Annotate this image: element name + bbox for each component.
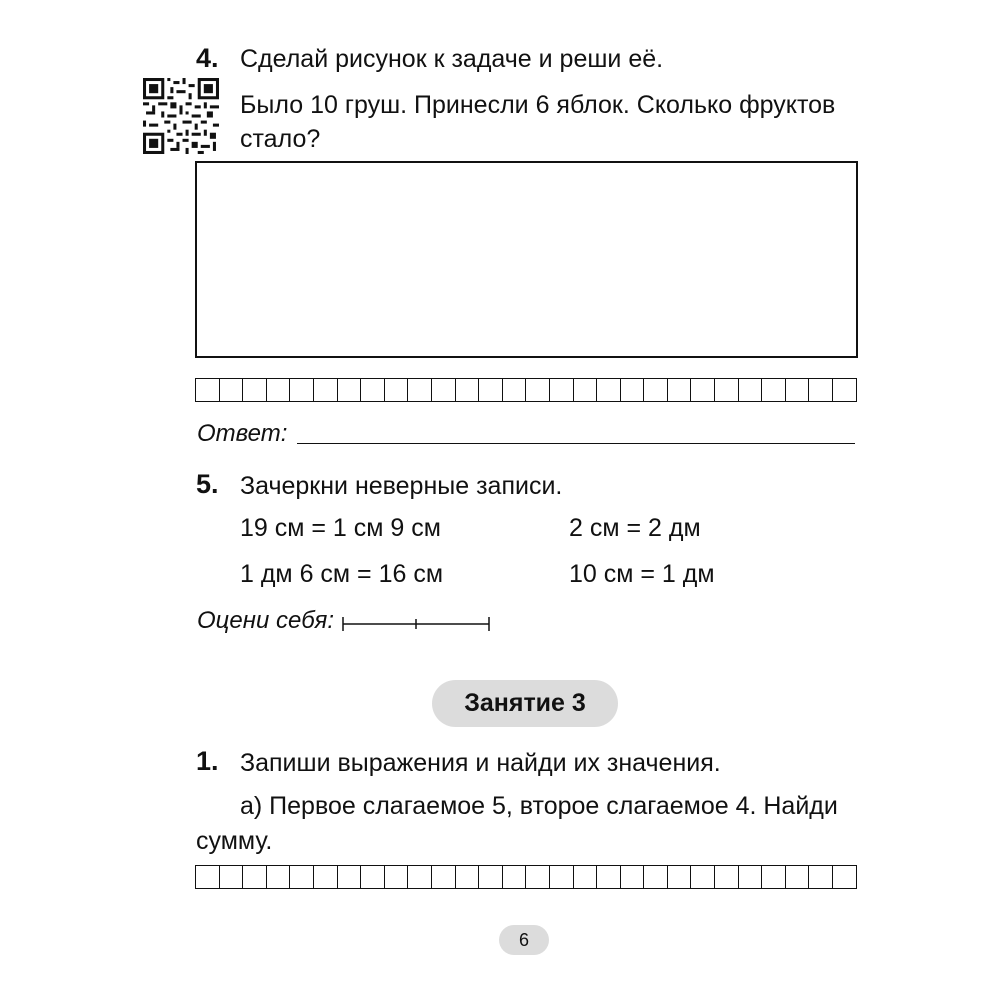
page-number: 6 bbox=[499, 925, 549, 955]
record-1[interactable]: 19 см = 1 см 9 см bbox=[240, 514, 441, 542]
lesson-task-1-part-a-line2: сумму. bbox=[196, 827, 273, 855]
task-4-problem-line2: стало? bbox=[240, 125, 321, 153]
lesson-title: Занятие 3 bbox=[432, 680, 618, 727]
self-assess-scale[interactable] bbox=[340, 614, 492, 634]
record-4[interactable]: 10 см = 1 дм bbox=[569, 560, 715, 588]
answer-label: Ответ: bbox=[197, 420, 288, 447]
lesson-task-1-part-a-line1: а) Первое слагаемое 5, второе слагаемое 4. Найди bbox=[240, 792, 838, 820]
task-5-number: 5. bbox=[196, 469, 219, 499]
drawing-box[interactable] bbox=[195, 161, 858, 358]
qr-code-icon[interactable] bbox=[143, 78, 219, 154]
self-assess-label: Оцени себя: bbox=[197, 607, 335, 634]
record-3[interactable]: 1 дм 6 см = 16 см bbox=[240, 560, 444, 588]
task-4-number: 4. bbox=[196, 43, 219, 73]
task-5-instruction: Зачеркни неверные записи. bbox=[240, 472, 563, 500]
record-2[interactable]: 2 см = 2 дм bbox=[569, 514, 701, 542]
task-4-problem-line1: Было 10 груш. Принесли 6 яблок. Сколько фруктов bbox=[240, 91, 836, 119]
lesson-solution-cells[interactable] bbox=[195, 865, 857, 889]
solution-cells[interactable] bbox=[195, 378, 857, 402]
task-4-instruction: Сделай рисунок к задаче и реши её. bbox=[240, 45, 664, 73]
lesson-task-1-instruction: Запиши выражения и найди их значения. bbox=[240, 749, 721, 777]
lesson-task-1-number: 1. bbox=[196, 746, 219, 776]
answer-line[interactable] bbox=[297, 443, 855, 444]
